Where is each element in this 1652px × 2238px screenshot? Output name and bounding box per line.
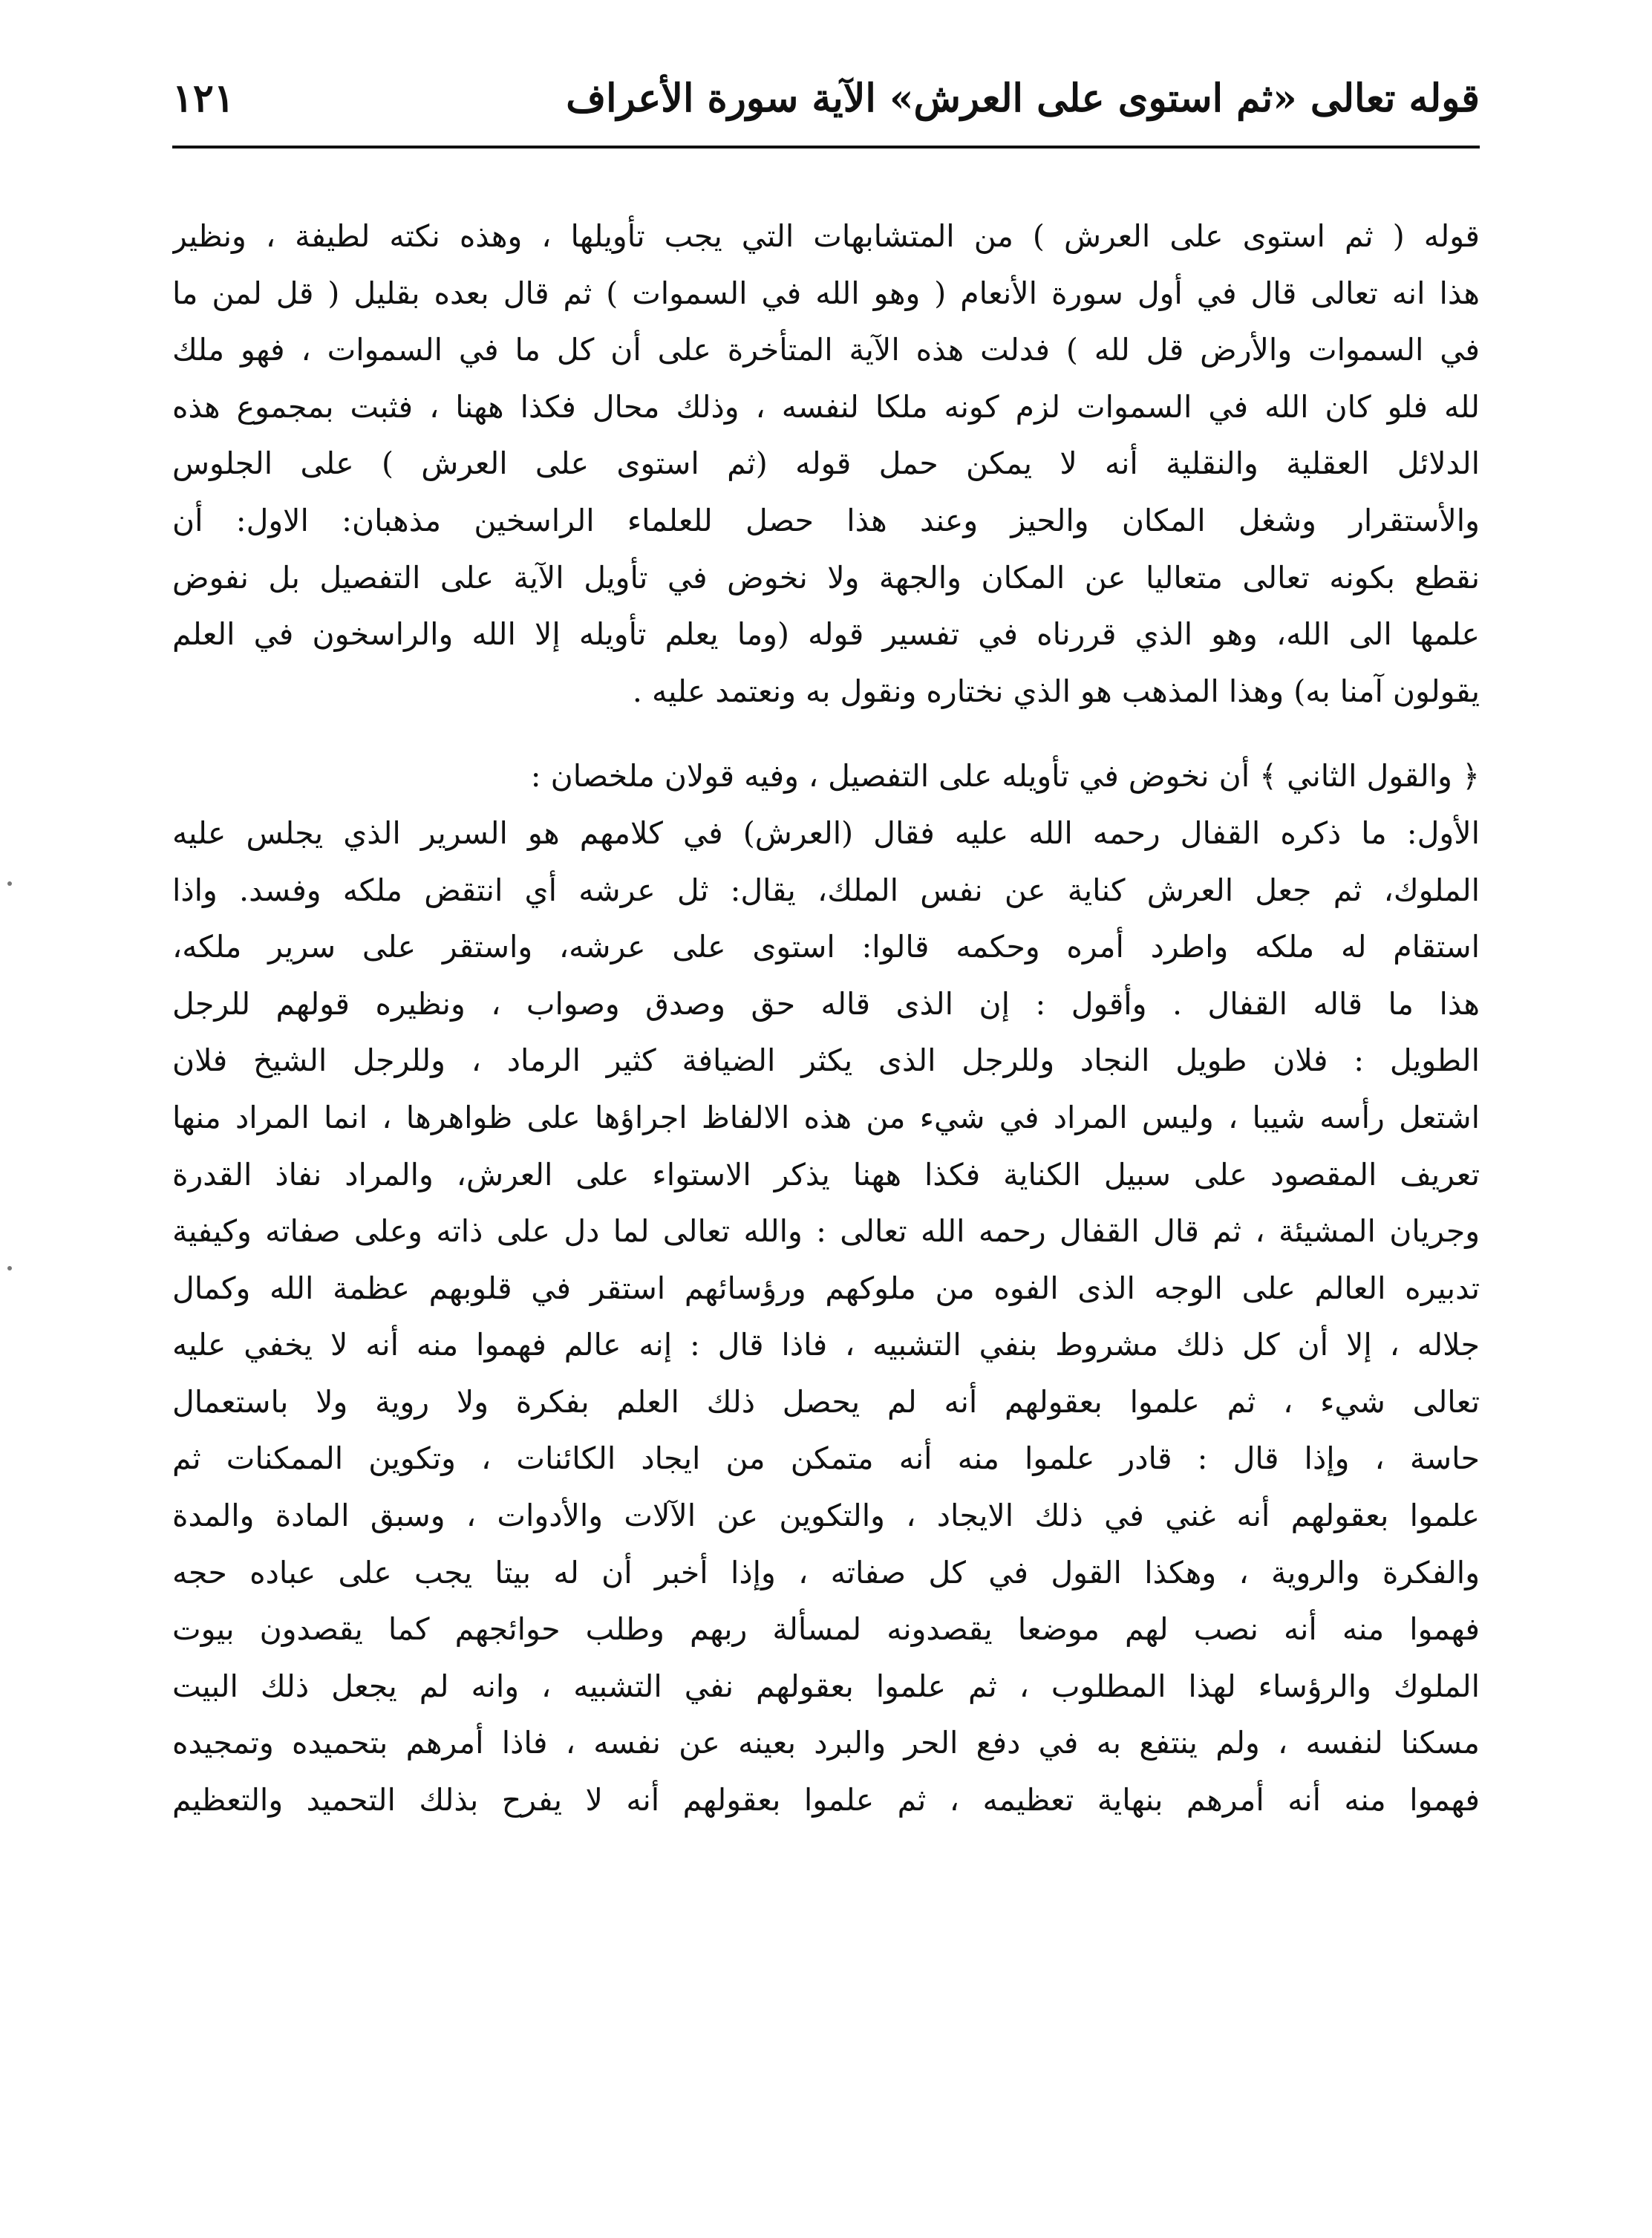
- text-line: لله فلو كان الله في السموات لزم كونه ملكا لنفسه ، وذلك محال فكذا ههنا ، فثبت بمجموع هذه: [172, 388, 1480, 425]
- scan-speck: [7, 1266, 12, 1270]
- text-line: حاسة ، وإذا قال : قادر علموا منه أنه متمكن من ايجاد الكائنات ، وتكوين الممكنات ثم: [172, 1441, 1480, 1477]
- paragraph-1: [172, 208, 1480, 720]
- page-number: ١٢١: [172, 76, 235, 121]
- text-line: استقام له ملكه واطرد أمره وحكمه قالوا: استوى على عرشه، واستقر على سرير ملكه،: [172, 929, 1480, 965]
- text-line: الملوك والرؤساء لهذا المطلوب ، ثم علموا بعقولهم نفي التشبيه ، وانه لم يجعل ذلك البيت: [172, 1668, 1480, 1704]
- text-line: فهموا منه أنه نصب لهم موضعا يقصدونه لمسألة ربهم وطلب حوائجهم كما يقصدون بيوت: [172, 1611, 1480, 1648]
- text-line: نقطع بكونه تعالى متعاليا عن المكان والجهة ولا نخوض في تأويل الآية على التفصيل بل نفوض: [172, 559, 1480, 596]
- page-header: [172, 58, 1480, 140]
- text-line: الملوك، ثم جعل العرش كناية عن نفس الملك، يقال: ثل عرشه أي انتقض ملكه وفسد. واذا: [172, 872, 1480, 908]
- text-line: في السموات والأرض قل لله ) فدلت هذه الآية المتأخرة على أن كل ما في السموات ، فهو ملك: [172, 332, 1480, 368]
- text-line: قوله ( ثم استوى على العرش ) من المتشابهات التي يجب تأويلها ، وهذه نكته لطيفة ، ونظير: [172, 218, 1480, 254]
- text-line: علمها الى الله، وهو الذي قررناه في تفسير قوله (وما يعلم تأويله إلا الله والراسخون في العلم: [172, 616, 1480, 653]
- text-line: مسكنا لنفسه ، ولم ينتفع به في دفع الحر والبرد بعينه عن نفسه ، فاذا أمرهم بتحميده وتمجيده: [172, 1725, 1480, 1761]
- text-line: الطويل : فلان طويل النجاد وللرجل الذى يكثر الضيافة كثير الرماد ، وللرجل الشيخ فلان: [172, 1043, 1480, 1079]
- text-line: وجريان المشيئة ، ثم قال القفال رحمه الله تعالى : والله تعالى لما دل على ذاته وعلى صفاته وكيفية: [172, 1213, 1480, 1250]
- scan-speck: [7, 881, 12, 886]
- text-line: الدلائل العقلية والنقلية أنه لا يمكن حمل قوله (ثم استوى على العرش ) على الجلوس: [172, 446, 1480, 482]
- text-line: تعريف المقصود على سبيل الكناية فكذا ههنا يذكر الاستواء على العرش، والمراد نفاذ القدرة: [172, 1156, 1480, 1193]
- paragraph-2: [172, 748, 1480, 1828]
- text-line: علموا بعقولهم أنه غني في ذلك الايجاد ، والتكوين عن الآلات والأدوات ، وسبق المادة والمدة: [172, 1498, 1480, 1534]
- paragraph-gap: [172, 720, 1480, 748]
- text-line: هذا ما قاله القفال . وأقول : إن الذى قاله حق وصدق وصواب ، ونظيره قولهم للرجل: [172, 985, 1480, 1022]
- text-line: تعالى شيء ، ثم علموا بعقولهم أنه لم يحصل ذلك العلم بفكرة ولا روية ولا باستعمال: [172, 1383, 1480, 1420]
- text-line: والأستقرار وشغل المكان والحيز وعند هذا حصل للعلماء الراسخين مذهبان: الاول: أن: [172, 502, 1480, 538]
- text-line: هذا انه تعالى قال في أول سورة الأنعام ( وهو الله في السموات ) ثم قال بعده بقليل ( قل لمن ما: [172, 275, 1480, 311]
- body-text: [172, 208, 1480, 1829]
- text-line: والفكرة والروية ، وهكذا القول في كل صفاته ، وإذا أخبر أن له بيتا يجب على عباده حجه: [172, 1554, 1480, 1591]
- running-title: قوله تعالى «ثم استوى على العرش» الآية سورة الأعراف: [566, 76, 1480, 121]
- header-rule: [172, 146, 1480, 149]
- text-line: الأول: ما ذكره القفال رحمه الله عليه فقال (العرش) في كلامهم هو السرير الذي يجلس عليه: [172, 815, 1480, 851]
- text-line: اشتعل رأسه شيبا ، وليس المراد في شيء من هذه الالفاظ اجراؤها على ظواهرها ، انما المراد منها: [172, 1099, 1480, 1135]
- text-line: يقولون آمنا به) وهذا المذهب هو الذي نختاره ونقول به ونعتمد عليه .: [632, 673, 1480, 709]
- text-line: تدبيره العالم على الوجه الذى الفوه من ملوكهم ورؤسائهم استقر في قلوبهم عظمة الله وكمال: [172, 1270, 1480, 1306]
- text-line: ﴿ والقول الثاني ﴾ أن نخوض في تأويله على التفصيل ، وفيه قولان ملخصان :: [530, 758, 1480, 795]
- text-line: فهموا منه أنه أمرهم بنهاية تعظيمه ، ثم علموا بعقولهم أنه لا يفرح بذلك التحميد والتعظيم: [172, 1782, 1480, 1818]
- text-line: جلاله ، إلا أن كل ذلك مشروط بنفي التشبيه ، فاذا قال : إنه عالم فهموا منه أنه لا يخفي عليه: [172, 1327, 1480, 1363]
